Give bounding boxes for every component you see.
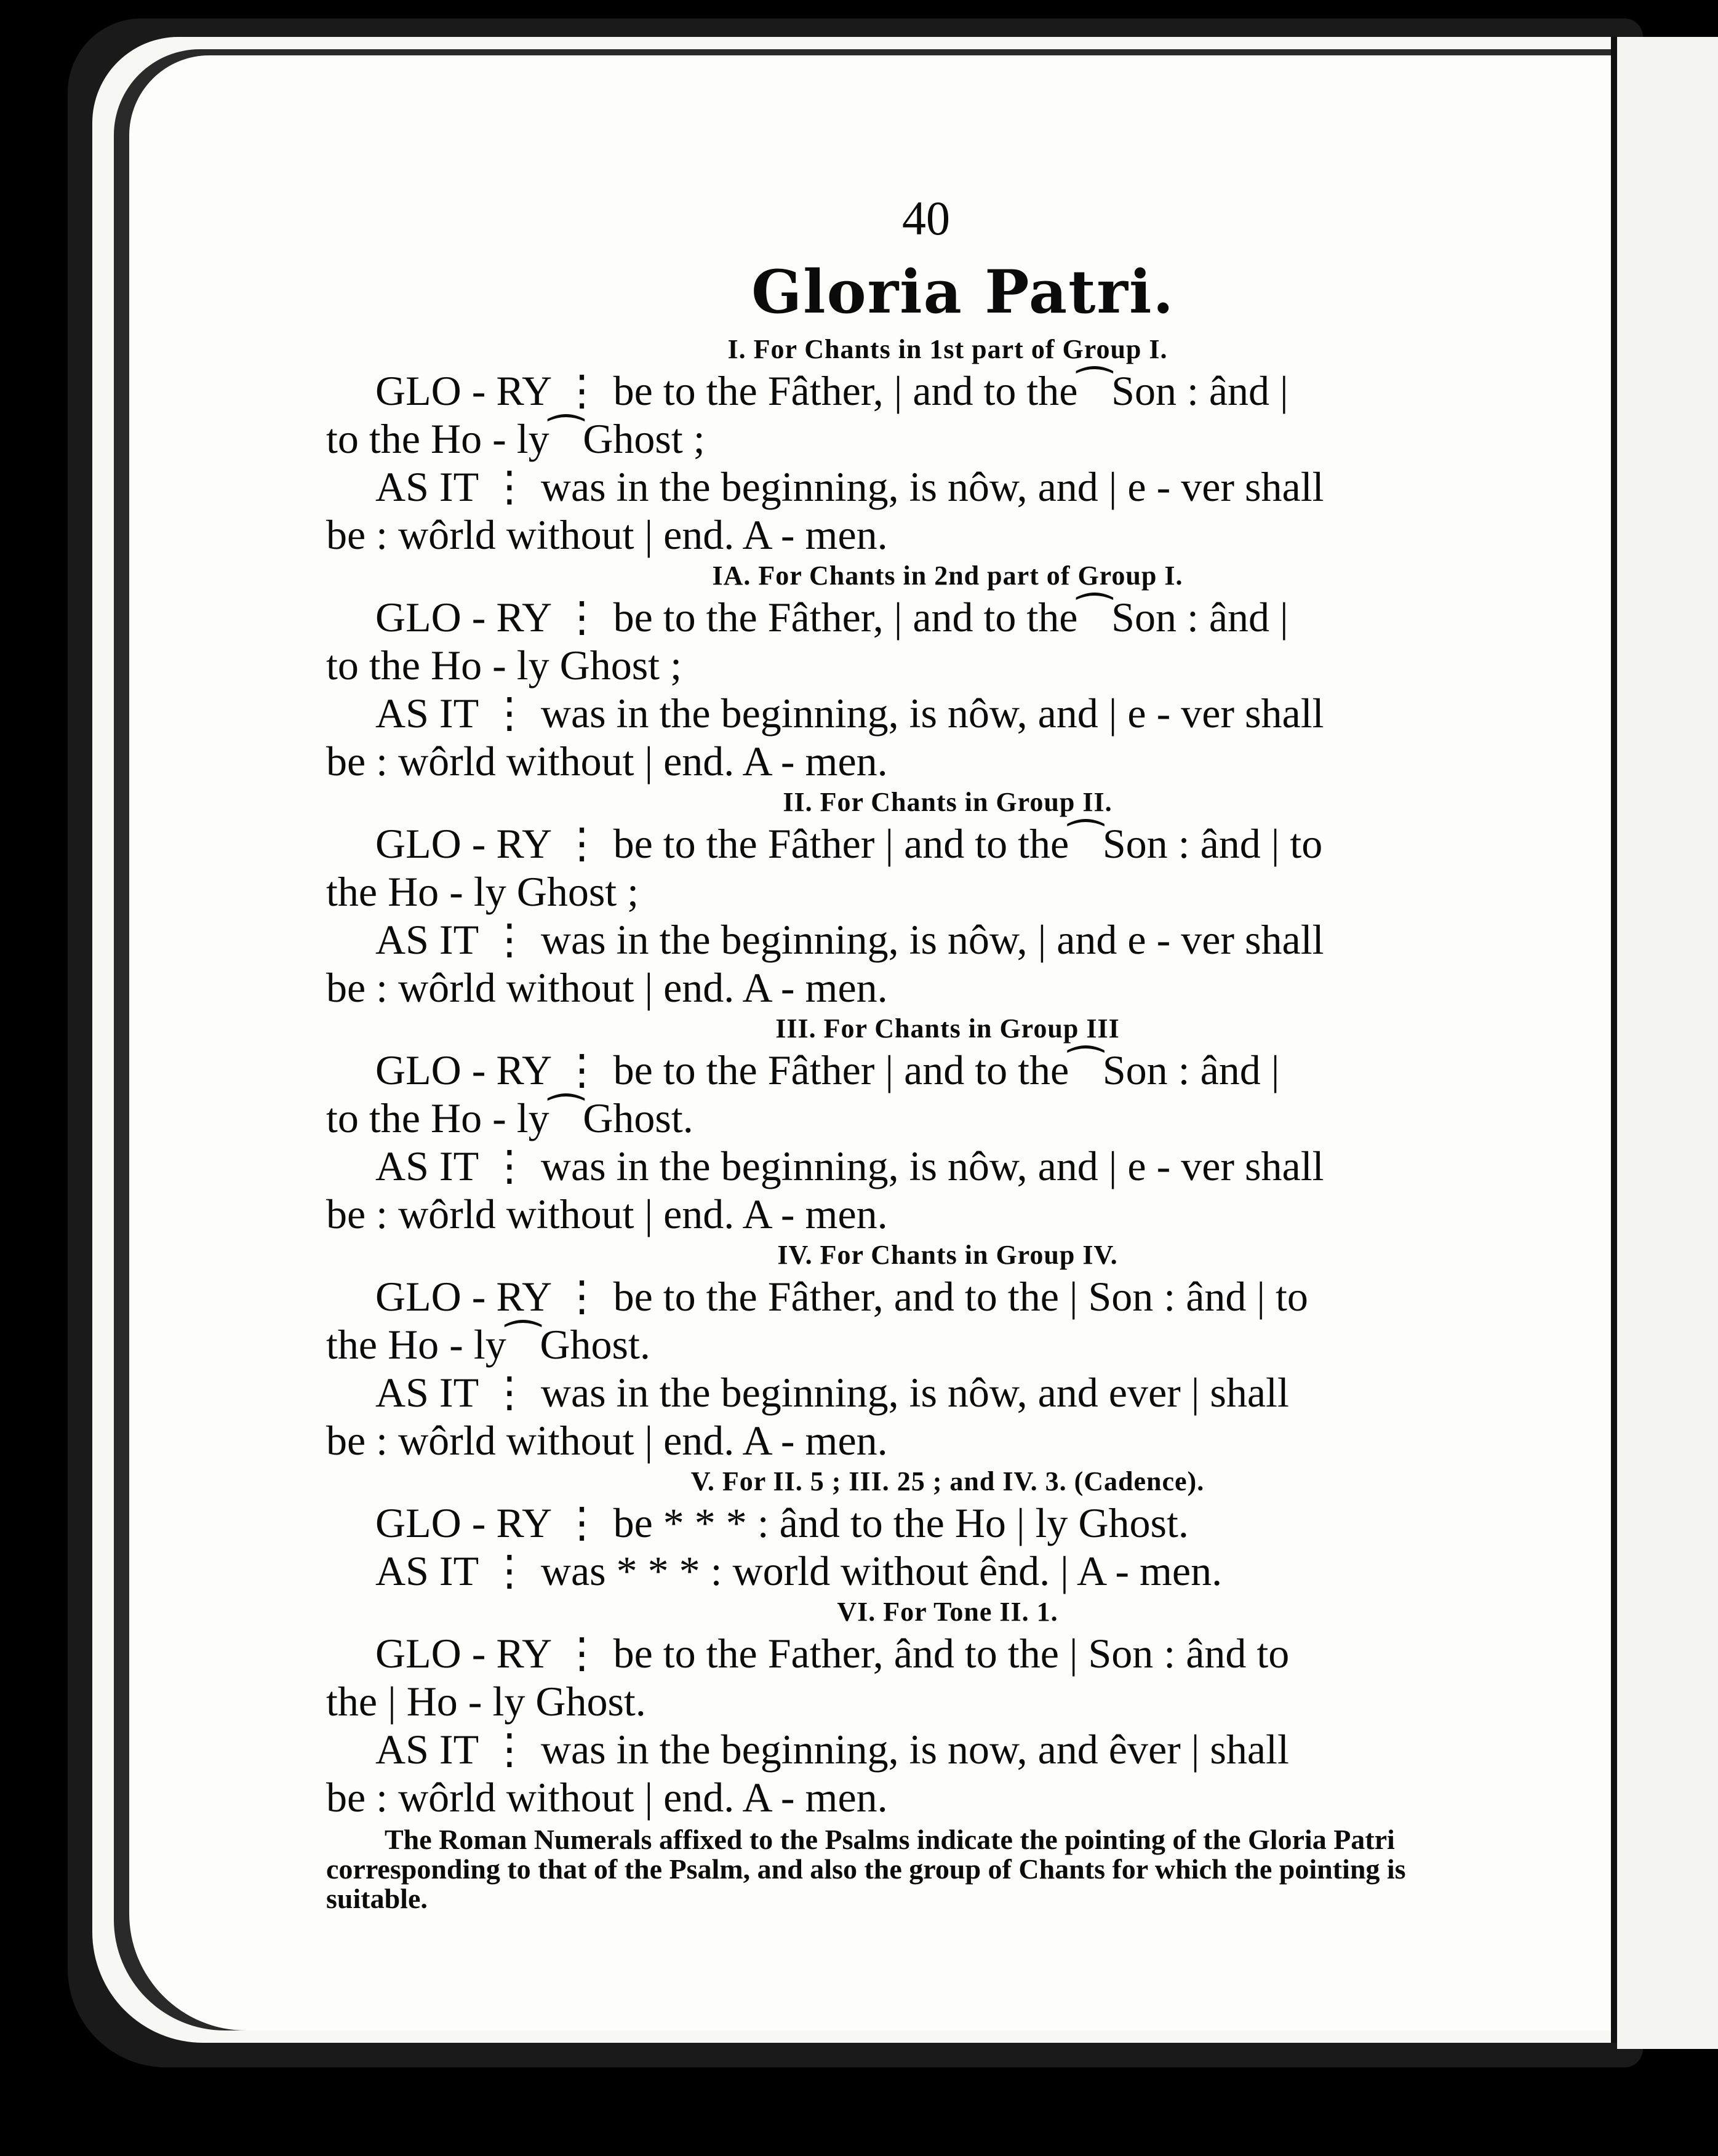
footnote: The Roman Numerals affixed to the Psalms indicate the pointing of the Gloria Patri corresponding to that of the Psalm, and also the group of Chants for which the pointing is suitable. (326, 1824, 1406, 1914)
chant-line: be : wôrld without | end. A - men. (326, 1417, 888, 1464)
page-title: Gloria Patri. (751, 257, 1175, 327)
section-4 (326, 1238, 1477, 1464)
section-heading: II. For Chants in Group II. (783, 787, 1113, 817)
chant-line: be : wôrld without | end. A - men. (326, 1774, 888, 1821)
chant-line: GLO - RY ⋮ be * * * : ând to the Ho | ly Ghost. (375, 1499, 1189, 1546)
section-heading: V. For II. 5 ; III. 25 ; and IV. 3. (Cadence). (690, 1466, 1205, 1496)
chant-line: GLO - RY ⋮ be to the Fâther, | and to the⁀Son : ând | (375, 367, 1288, 414)
chant-line: GLO - RY ⋮ be to the Fâther, and to the | Son : ând | to (375, 1273, 1308, 1320)
chant-line: AS IT ⋮ was in the beginning, is nôw, and | e - ver shall (375, 690, 1324, 737)
chant-line: AS IT ⋮ was in the beginning, is now, and êver | shall (375, 1726, 1289, 1773)
facing-page (1617, 37, 1718, 2049)
section-heading: I. For Chants in 1st part of Group I. (727, 334, 1168, 364)
chant-line: AS IT ⋮ was in the beginning, is nôw, and | e - ver shall (375, 463, 1324, 510)
chant-line: to the Ho - ly⁀Ghost ; (326, 415, 705, 462)
section-heading: IA. For Chants in 2nd part of Group I. (712, 561, 1183, 591)
chant-line: be : wôrld without | end. A - men. (326, 738, 888, 785)
chant-line: AS IT ⋮ was in the beginning, is nôw, and ever | shall (375, 1369, 1289, 1416)
chant-line: to the Ho - ly Ghost ; (326, 642, 682, 689)
section-5 (326, 1464, 1477, 1595)
section-1 (326, 332, 1477, 559)
section-3 (326, 1012, 1477, 1238)
section-heading: VI. For Tone II. 1. (837, 1597, 1058, 1627)
chant-line: AS IT ⋮ was in the beginning, is nôw, and | e - ver shall (375, 1143, 1324, 1189)
chant-line: be : wôrld without | end. A - men. (326, 964, 888, 1011)
chant-line: the Ho - ly⁀Ghost. (326, 1321, 650, 1368)
chant-line: GLO - RY ⋮ be to the Fâther, | and to the⁀Son : ând | (375, 594, 1288, 641)
section-heading: III. For Chants in Group III (775, 1013, 1120, 1044)
chant-line: the | Ho - ly Ghost. (326, 1678, 646, 1725)
chant-line: AS IT ⋮ was * * * : world without ênd. | A - men. (375, 1547, 1223, 1594)
page-number: 40 (902, 191, 950, 245)
chant-line: GLO - RY ⋮ be to the Fâther | and to the⁀Son : ând | (375, 1047, 1280, 1093)
chant-line: be : wôrld without | end. A - men. (326, 511, 888, 558)
chant-line: the Ho - ly Ghost ; (326, 868, 639, 915)
section-1a (326, 559, 1477, 785)
book-gutter (1611, 37, 1617, 2043)
page-content (326, 185, 1477, 1914)
section-6 (326, 1595, 1477, 1821)
section-heading: IV. For Chants in Group IV. (777, 1240, 1118, 1270)
chant-line: be : wôrld without | end. A - men. (326, 1191, 888, 1237)
chant-line: to the Ho - ly⁀Ghost. (326, 1095, 693, 1141)
chant-line: GLO - RY ⋮ be to the Fâther | and to the⁀Son : ând | to (375, 820, 1323, 867)
section-2 (326, 785, 1477, 1012)
chant-line: AS IT ⋮ was in the beginning, is nôw, | and e - ver shall (375, 916, 1324, 963)
chant-line: GLO - RY ⋮ be to the Father, ând to the | Son : ând to (375, 1630, 1290, 1677)
